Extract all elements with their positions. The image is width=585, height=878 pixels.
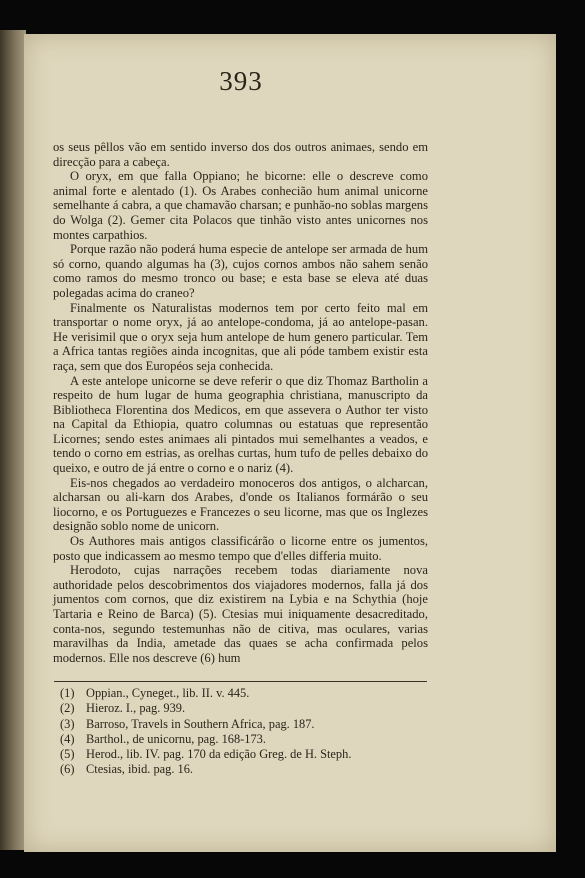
footnote-text: Barroso, Travels in Southern Africa, pag. 187.: [86, 716, 315, 731]
paragraph: Eis-nos chegados ao verdadeiro monoceros dos antigos, o alcharcan, alcharsan ou ali-karn dos Arabes, d'onde os Italianos formárão o seu liocorno, e os Portuguezes e Francezes o seu licorne, mas que os Inglezes designão soblo nome de unicorn.: [53, 475, 428, 534]
footnote-label: (3): [60, 716, 75, 731]
footnote-label: (4): [60, 731, 75, 746]
footnote: [60, 686, 428, 701]
footnote: [60, 762, 428, 777]
footnote-label: (2): [60, 701, 75, 716]
footnote-text: Oppian., Cyneget., lib. II. v. 445.: [86, 686, 250, 700]
paragraph: Herodoto, cujas narrações recebem todas diariamente nova authoridade pelos descobrimentos dos viajadores modernos, falla já dos jumentos com cornos, que diz existirem na Lybia e na Schythia (hoje Tartaria e Reino de Barca) (5). Ctesias mui iniquamente desacreditado, conta-nos, segundo testemunhas não de citiva, mas oculares, varias maravilhas da India, ametade das quaes se acha confirmada pelos modernos. Elle nos descreve (6) hum: [53, 563, 428, 665]
paragraph: A este antelope unicorne se deve referir o que diz Thomaz Bartholin a respeito de hum lugar de huma geographia christiana, manuscripto da Bibliotheca Florentina dos Medicos, em que assevera o Author ter visto na Capital da Ethiopia, quatro columnas ou estatuas que representão Licornes; sendo estes animaes ali pintados mui semelhantes a veados, e tendo o corno em estrias, as orelhas curtas, hum tufo de pelles debaixo do queixo, e outro de já entre o corno e o nariz (4).: [53, 373, 428, 476]
footnote: [60, 717, 428, 732]
paragraph: Os Authores mais antigos classificárão o licorne entre os jumentos, posto que indicassem ao mesmo tempo que d'elles differia muito.: [53, 534, 428, 563]
footnote-label: (1): [60, 686, 75, 700]
paragraph: O oryx, em que falla Oppiano; he bicorne: elle o descreve como animal forte e alentado (1). Os Arabes conhecião hum animal unicorne semelhante á cabra, a que chamavão charsan; e punhão-no soblas margens do Wolga (2). Gemer cita Polacos que tinhão visto antes unicornes nos montes carpathios.: [53, 169, 428, 242]
footnote-text: Ctesias, ibid. pag. 16.: [86, 762, 194, 777]
paragraph: Porque razão não poderá huma especie de antelope ser armada de hum só corno, quando algumas ha (3), cujos cornos ambos não sahem senão como ramos do mesmo tronco ou base; e esta base se eleva até duas polegadas acima do craneo?: [53, 242, 428, 300]
footnotes: [60, 686, 428, 778]
footnote: [60, 732, 428, 747]
footnote-divider: [54, 681, 427, 682]
paragraph: os seus pêllos vão em sentido inverso dos dos outros animaes, sendo em direcção para a cabeça.: [53, 140, 428, 169]
footnote-text: Barthol., de unicornu, pag. 168-173.: [86, 731, 266, 746]
paragraph: Finalmente os Naturalistas modernos tem por certo feito mal em transportar o nome oryx, já ao antelope-condoma, já ao antelope-pasan. He verisimil que o oryx seja hum antelope de hum genero particular. Tem a Africa tantas regiões ainda incognitas, que ali póde tambem existir esta raça, sem que dos Européos seja conhecida.: [53, 300, 428, 373]
footnote-text: Hieroz. I., pag. 939.: [86, 701, 186, 716]
page-number: 393: [219, 66, 263, 96]
footnote: [60, 701, 428, 716]
footnote-text: Herod., lib. IV. pag. 170 da edição Greg. de H. Steph.: [86, 747, 352, 762]
footnote-label: (5): [60, 747, 75, 762]
footnote: [60, 747, 428, 762]
book-spine-shadow: [0, 30, 26, 850]
page-body-text: [53, 140, 428, 665]
footnote-label: (6): [60, 762, 75, 777]
